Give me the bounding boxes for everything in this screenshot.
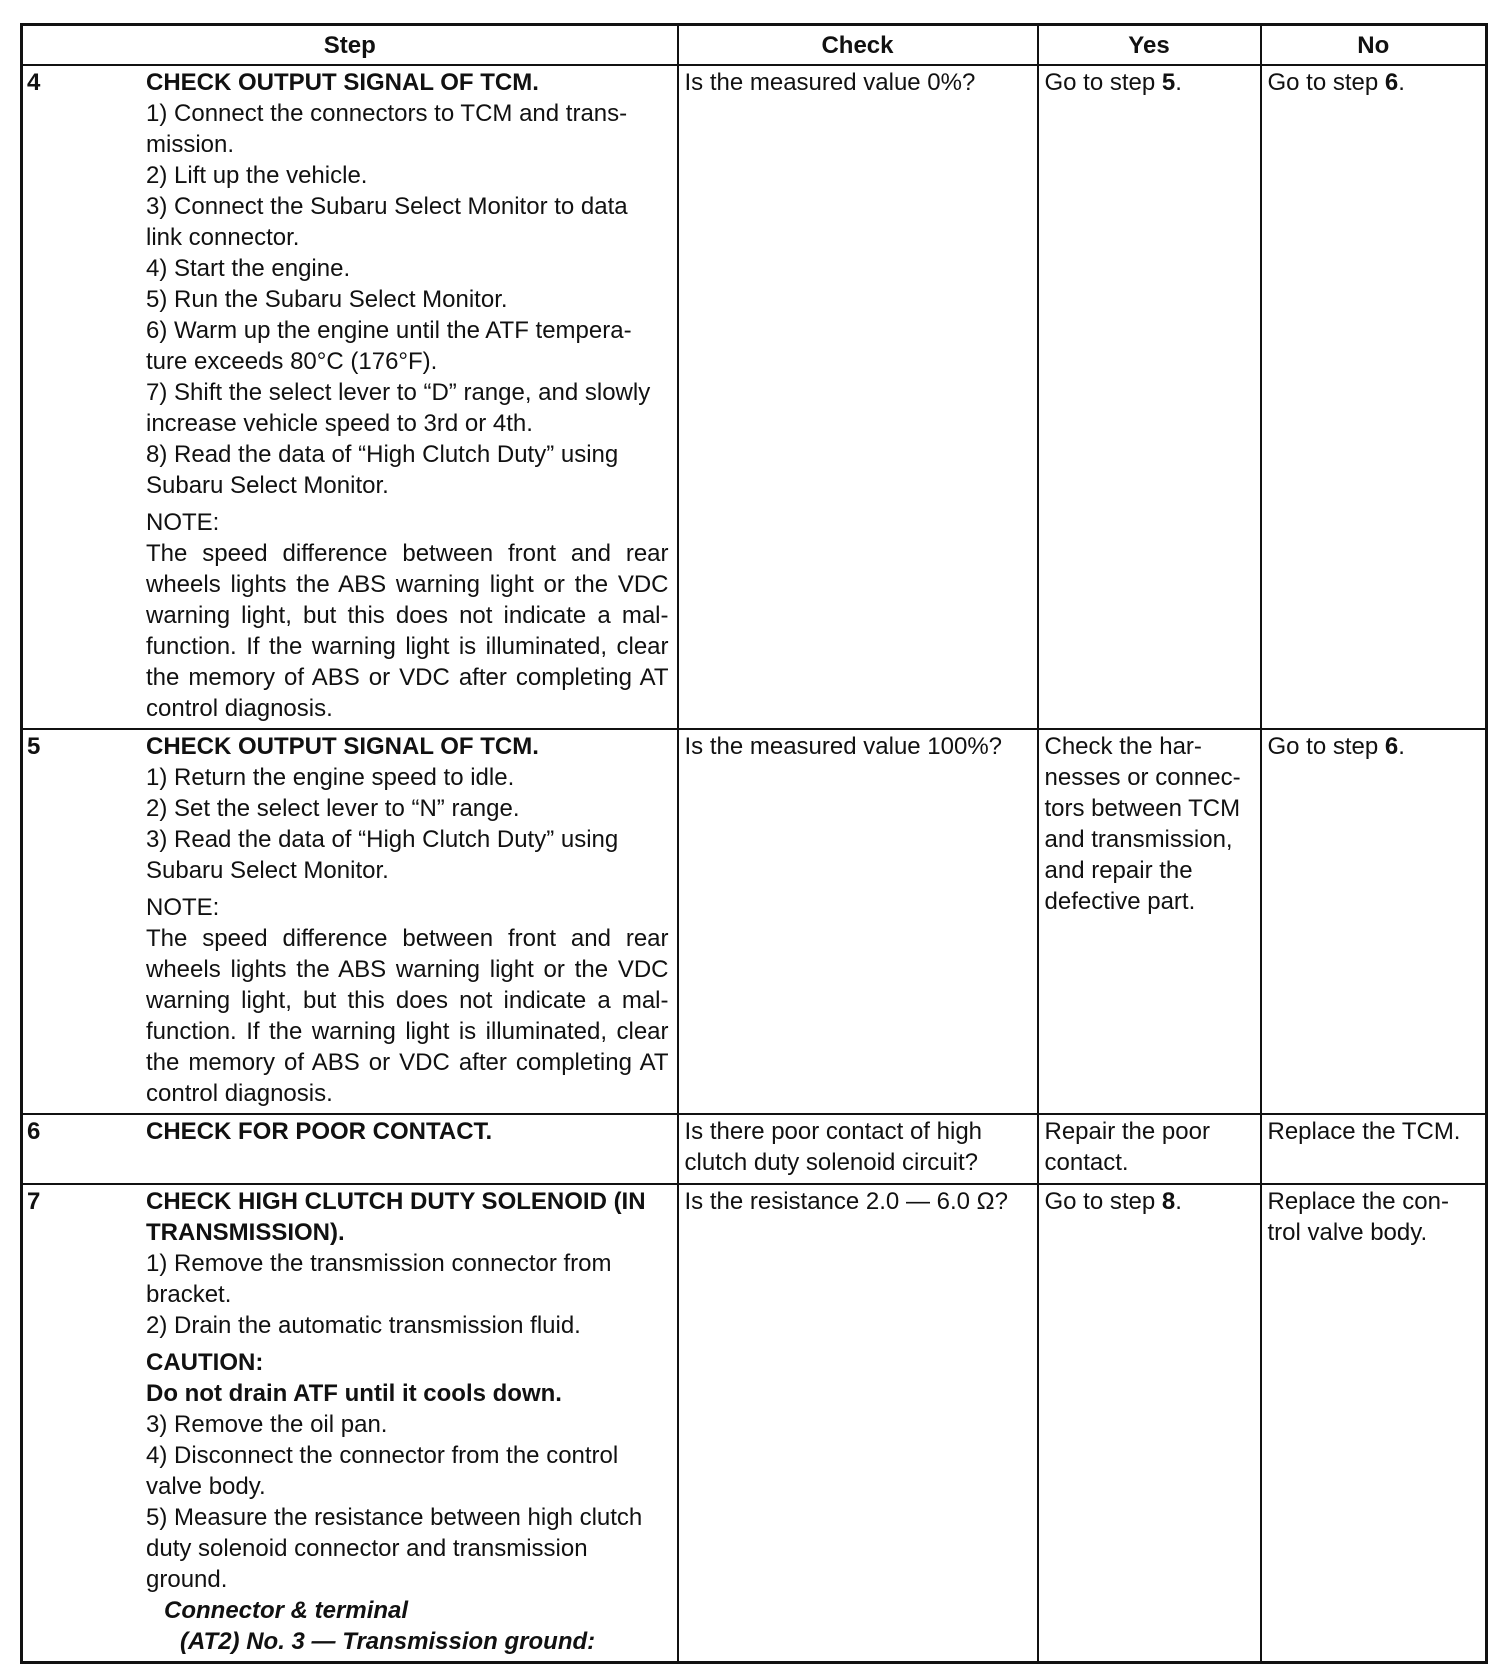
check-cell: Is the measured value 0%? <box>678 65 1038 729</box>
step-title: CHECK OUTPUT SIGNAL OF TCM. <box>146 733 539 760</box>
no-cell: Replace the con-trol valve body. <box>1261 1184 1487 1663</box>
header-yes: Yes <box>1038 25 1261 66</box>
step-instruction: 4) Disconnect the connector from the control valve body. <box>146 1442 619 1500</box>
step-instruction: 2) Drain the automatic transmission fluid. <box>146 1312 581 1339</box>
no-prefix: Go to step <box>1267 69 1385 96</box>
step-instruction: 6) Warm up the engine until the ATF tempera-ture exceeds 80°C (176°F). <box>146 317 632 375</box>
step-instruction: 3) Remove the oil pan. <box>146 1411 388 1438</box>
table-header-row <box>22 25 1487 66</box>
note-label: NOTE: <box>146 894 220 921</box>
step-instruction: 7) Shift the select lever to “D” range, and slowly increase vehicle speed to 3rd or 4th. <box>146 379 651 437</box>
table-row <box>22 1184 1487 1663</box>
check-cell: Is there poor contact of high clutch duty solenoid circuit? <box>678 1114 1038 1184</box>
step-title: CHECK OUTPUT SIGNAL OF TCM. <box>146 69 539 96</box>
step-instruction: 2) Lift up the vehicle. <box>146 162 368 189</box>
step-instruction: 4) Start the engine. <box>146 255 351 282</box>
step-cell <box>22 729 678 1114</box>
step-instruction: 5) Measure the resistance between high clutch duty solenoid connector and transmission ground. <box>146 1504 643 1593</box>
step-instruction: 8) Read the data of “High Clutch Duty” using Subaru Select Monitor. <box>146 441 619 499</box>
note-text: The speed difference between front and rear wheels lights the ABS warning light or the VDC warning light, but this does not indicate a mal-function. If the warning light is illuminated, clear the memory of ABS or VDC after completing AT control diagnosis. <box>146 540 669 722</box>
step-cell <box>22 1184 678 1663</box>
step-title: CHECK FOR POOR CONTACT. <box>146 1118 493 1145</box>
yes-cell <box>1038 65 1261 729</box>
step-instruction: 5) Run the Subaru Select Monitor. <box>146 286 508 313</box>
step-title: CHECK HIGH CLUTCH DUTY SOLENOID (IN TRANSMISSION). <box>146 1188 646 1246</box>
no-prefix: Go to step <box>1267 733 1385 760</box>
step-instruction: 1) Remove the transmission connector from bracket. <box>146 1250 612 1308</box>
no-suffix: . <box>1398 733 1405 760</box>
check-cell: Is the resistance 2.0 — 6.0 Ω? <box>678 1184 1038 1663</box>
step-cell <box>22 1114 678 1184</box>
step-number: 5 <box>27 733 41 760</box>
connector-title: Connector & terminal <box>164 1597 409 1624</box>
step-number: 6 <box>27 1118 41 1145</box>
yes-step-number: 5 <box>1161 69 1176 96</box>
step-instruction: 2) Set the select lever to “N” range. <box>146 795 520 822</box>
yes-cell <box>1038 1184 1261 1663</box>
yes-cell: Check the har-nesses or connec-tors between TCM and transmission, and repair the defective part. <box>1038 729 1261 1114</box>
step-instruction: 3) Connect the Subaru Select Monitor to data link connector. <box>146 193 628 251</box>
no-cell <box>1261 729 1487 1114</box>
note-label: NOTE: <box>146 509 220 536</box>
no-cell: Replace the TCM. <box>1261 1114 1487 1184</box>
caution-label: CAUTION: <box>146 1349 264 1376</box>
yes-prefix: Go to step <box>1044 69 1162 96</box>
yes-prefix: Go to step <box>1044 1188 1162 1215</box>
caution-text: Do not drain ATF until it cools down. <box>146 1380 562 1407</box>
step-number: 4 <box>27 69 41 96</box>
header-step: Step <box>22 25 678 66</box>
yes-cell: Repair the poor contact. <box>1038 1114 1261 1184</box>
yes-step-number: 8 <box>1161 1188 1176 1215</box>
step-number: 7 <box>27 1188 41 1215</box>
table-row <box>22 729 1487 1114</box>
note-text: The speed difference between front and rear wheels lights the ABS warning light or the VDC warning light, but this does not indicate a mal-function. If the warning light is illuminated, clear the memory of ABS or VDC after completing AT control diagnosis. <box>146 925 669 1107</box>
diagnostic-table <box>20 23 1488 1664</box>
yes-suffix: . <box>1175 69 1182 96</box>
step-cell <box>22 65 678 729</box>
table-row <box>22 65 1487 729</box>
step-instruction: 1) Return the engine speed to idle. <box>146 764 515 791</box>
header-check: Check <box>678 25 1038 66</box>
header-no: No <box>1261 25 1487 66</box>
no-cell <box>1261 65 1487 729</box>
connector-spec: (AT2) No. 3 — Transmission ground: <box>180 1628 596 1655</box>
step-instruction: 1) Connect the connectors to TCM and trans-mission. <box>146 100 628 158</box>
no-step-number: 6 <box>1384 733 1399 760</box>
no-step-number: 6 <box>1384 69 1399 96</box>
yes-suffix: . <box>1175 1188 1182 1215</box>
table-row <box>22 1114 1487 1184</box>
step-instruction: 3) Read the data of “High Clutch Duty” using Subaru Select Monitor. <box>146 826 619 884</box>
no-suffix: . <box>1398 69 1405 96</box>
check-cell: Is the measured value 100%? <box>678 729 1038 1114</box>
